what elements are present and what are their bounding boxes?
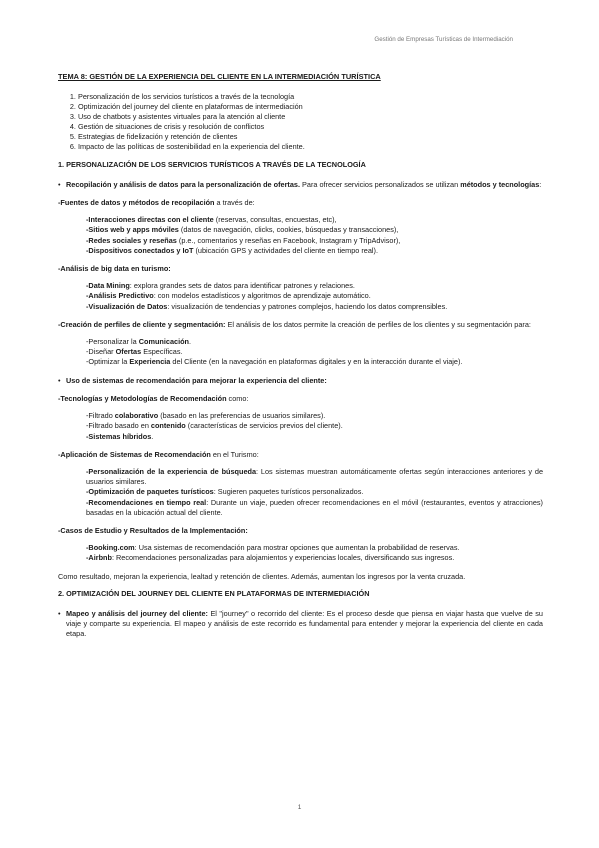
item-text: (reservas, consultas, encuestas, etc), (213, 215, 337, 225)
bullet-bold: métodos y tecnologías (460, 179, 540, 189)
running-header: Gestión de Empresas Turísticas de Intermediación (374, 36, 513, 43)
subheading-bigdata: -Análisis de big data en turismo: (58, 264, 171, 274)
item-text: . (189, 337, 192, 347)
item-text: Específicas. (141, 347, 183, 357)
item-bold: -Optimización de paquetes turísticos (86, 487, 214, 497)
list-item (86, 543, 543, 553)
list-item (86, 347, 543, 357)
subheading-casos: -Casos de Estudio y Resultados de la Implementación: (58, 525, 248, 535)
group-perfiles (58, 320, 543, 368)
page-content (58, 72, 543, 648)
item-text: (datos de navegación, clicks, cookies, búsquedas y transacciones), (178, 225, 399, 235)
indented-list (86, 337, 543, 368)
conclusion-paragraph: Como resultado, mejoran la experiencia, lealtad y retención de clientes. Además, aumentan los ingresos por la venta cruzada. (58, 571, 466, 581)
bullet-text: El "journey" o recorrido del cliente: Es el proceso desde que piensa en viajar hasta que vuelve de su viaje y comparte su experiencia. El mapeo y análisis de este recorrido es fundamental para entender y mejorar la experiencia del cliente en cada etapa. (66, 608, 543, 639)
toc-item: 4. Gestión de situaciones de crisis y resolución de conflictos (78, 122, 543, 132)
subheading-lead: -Tecnologías y Metodologías de Recomendación (58, 393, 227, 403)
item-text: (basado en las preferencias de usuarios similares). (158, 411, 326, 421)
item-text: : Recomendaciones personalizadas para alojamientos y experiencias locales, diversificando sus ingresos. (111, 553, 455, 563)
item-bold: Ofertas (115, 347, 142, 357)
item-text: : Los sistemas muestran automáticamente ofertas según interacciones anteriores y de usuarios similares. (86, 466, 544, 487)
document-title: TEMA 8: GESTIÓN DE LA EXPERIENCIA DEL CLIENTE EN LA INTERMEDIACIÓN TURÍSTICA (58, 72, 381, 81)
item-prefix: -Filtrado basado en (86, 421, 151, 431)
toc-item: 2. Optimización del journey del cliente en plataformas de intermediación (78, 102, 543, 112)
indented-list (86, 281, 543, 312)
list-item (86, 498, 543, 518)
item-bold: -Data Mining (86, 281, 130, 291)
toc-item: 3. Uso de chatbots y asistentes virtuales para la atención al cliente (78, 112, 543, 122)
item-text: . (151, 431, 154, 441)
bullet-recopilacion (58, 180, 543, 190)
bullet-lead: Recopilación y análisis de datos para la personalización de ofertas. (66, 179, 300, 189)
list-item (86, 215, 543, 225)
item-bold: colaborativo (114, 411, 159, 421)
item-bold: -Sistemas híbridos (86, 431, 152, 441)
toc-item: 6. Impacto de las políticas de sostenibilidad en la experiencia del cliente. (78, 142, 543, 152)
item-text: : con modelos estadísticos y algoritmos de aprendizaje automático. (153, 291, 371, 301)
item-bold: -Sitios web y apps móviles (86, 225, 179, 235)
item-bold: -Dispositivos conectados y IoT (86, 245, 194, 255)
group-bigdata (58, 264, 543, 312)
subheading-rest: El análisis de los datos permite la creación de perfiles de los clientes y su segmentación para: (225, 319, 531, 329)
page-number: 1 (297, 804, 302, 811)
subheading-rest: en el Turismo: (210, 449, 259, 459)
item-prefix: -Personalizar la (86, 337, 139, 347)
item-prefix: -Filtrado (86, 411, 115, 421)
bullet-text: : (539, 179, 542, 189)
item-bold: -Interacciones directas con el cliente (86, 215, 214, 225)
list-item (86, 553, 543, 563)
item-text: (características de servicios previos del cliente). (185, 421, 343, 431)
bullet-recomendacion (58, 376, 543, 386)
item-bold: -Visualización de Datos (86, 301, 168, 311)
item-text: del Cliente (en la navegación en plataformas digitales y en la interacción durante el viaje). (170, 357, 463, 367)
group-tecnologias (58, 394, 543, 442)
toc-item: 1. Personalización de los servicios turísticos a través de la tecnología (78, 92, 543, 102)
bullet-lead: Mapeo y análisis del journey del cliente: (66, 608, 208, 618)
item-text: : Sugieren paquetes turísticos personalizados. (213, 487, 364, 497)
item-bold: -Recomendaciones en tiempo real (86, 497, 207, 507)
item-text: (ubicación GPS y actividades del cliente en tiempo real). (193, 245, 378, 255)
group-casos (58, 526, 543, 564)
list-item (86, 337, 543, 347)
subheading-fuentes (58, 198, 543, 208)
list-item (86, 246, 543, 256)
indented-list (86, 411, 543, 442)
list-item (86, 432, 543, 442)
item-text: : visualización de tendencias y patrones complejos, haciendo los datos comprensibles. (167, 301, 448, 311)
list-item (86, 411, 543, 421)
section-2-heading: 2. OPTIMIZACIÓN DEL JOURNEY DEL CLIENTE EN PLATAFORMAS DE INTERMEDIACIÓN (58, 588, 370, 598)
list-item (86, 421, 543, 431)
subheading-lead: -Fuentes de datos y métodos de recopilación (58, 198, 215, 208)
toc-item: 5. Estrategias de fidelización y retención de clientes (78, 132, 543, 142)
bullet-lead: Uso de sistemas de recomendación para mejorar la experiencia del cliente: (66, 375, 327, 385)
item-text: : explora grandes sets de datos para identificar patrones y relaciones. (129, 281, 355, 291)
bullet-text: Para ofrecer servicios personalizados se utilizan (300, 179, 461, 189)
indented-list (86, 467, 543, 518)
subheading-tecnologias (58, 394, 543, 404)
item-bold: -Análisis Predictivo (86, 291, 154, 301)
subheading-rest: como: (226, 393, 249, 403)
indented-list (86, 215, 543, 256)
indented-list (86, 543, 543, 563)
list-item (86, 467, 543, 487)
item-bold: -Booking.com (86, 543, 135, 553)
section-1-heading: 1. PERSONALIZACIÓN DE LOS SERVICIOS TURÍSTICOS A TRAVÉS DE LA TECNOLOGÍA (58, 159, 366, 169)
list-item (86, 357, 543, 367)
subheading-lead: -Aplicación de Sistemas de Recomendación (58, 449, 211, 459)
subheading-lead: -Creación de perfiles de cliente y segmentación: (58, 319, 226, 329)
item-bold: -Airbnb (86, 553, 112, 563)
bullet-mapeo (58, 609, 543, 640)
subheading-aplicacion (58, 450, 543, 460)
list-item (86, 487, 543, 497)
item-text: : Durante un viaje, pueden ofrecer recomendaciones en el móvil (restaurantes, eventos y atracciones) basadas en la ubicación actual del cliente. (86, 497, 543, 517)
item-prefix: -Diseñar (86, 347, 116, 357)
item-bold: Experiencia (129, 357, 171, 367)
group-aplicacion (58, 450, 543, 518)
subheading-perfiles (58, 320, 543, 330)
item-bold: Comunicación (138, 337, 190, 347)
list-item (86, 291, 543, 301)
table-of-contents (58, 92, 543, 151)
item-bold: -Redes sociales y reseñas (86, 235, 177, 245)
list-item (86, 236, 543, 246)
list-item (86, 281, 543, 291)
subheading-rest: a través de: (214, 198, 255, 208)
item-text: : Usa sistemas de recomendación para mostrar opciones que aumentan la probabilidad de reservas. (134, 543, 460, 553)
item-prefix: -Optimizar la (86, 357, 130, 367)
list-item (86, 225, 543, 235)
item-text: (p.e., comentarios y reseñas en Facebook, Instagram y TripAdvisor), (176, 235, 401, 245)
item-bold: -Personalización de la experiencia de búsqueda (86, 466, 257, 476)
list-item (86, 302, 543, 312)
item-bold: contenido (150, 421, 186, 431)
group-fuentes (58, 198, 543, 256)
